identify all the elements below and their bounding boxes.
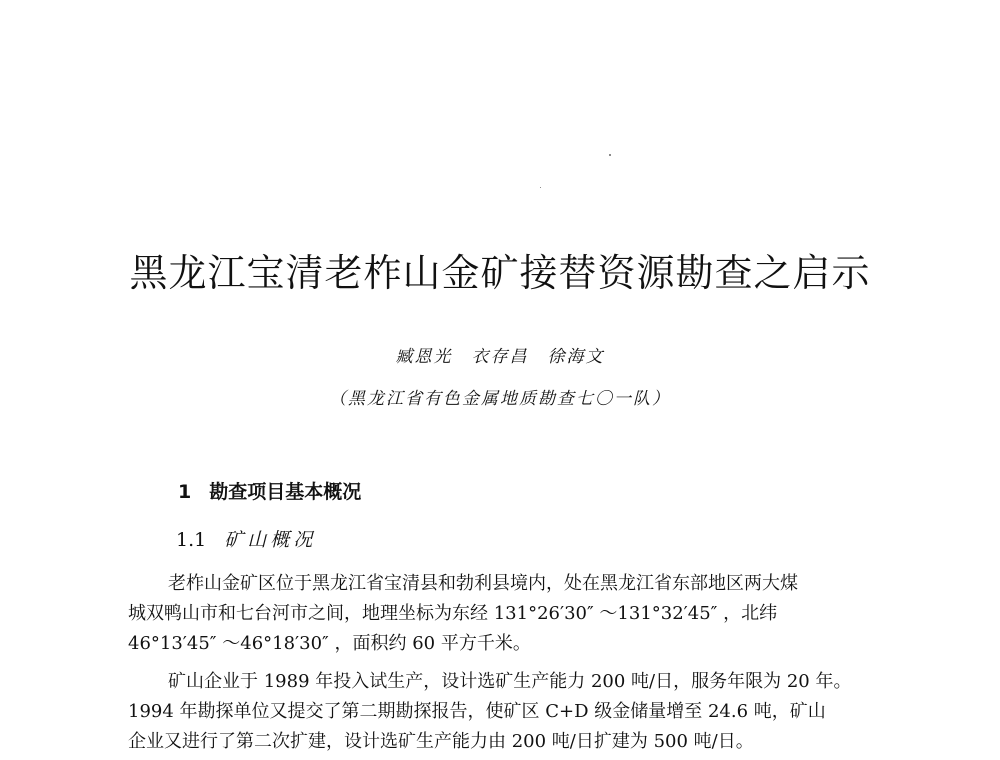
- subsection-title: 矿山概况: [224, 529, 317, 551]
- paragraph-1-line-3: 46°13′45″ ～46°18′30″ ，面积约 60 平方千米。: [128, 633, 531, 654]
- section-number: 1: [178, 481, 192, 503]
- subsection-number: 1.1: [176, 529, 207, 551]
- paper-title: 黑龙江宝清老柞山金矿接替资源勘查之启示: [129, 251, 871, 295]
- author-list: 臧恩光 衣存昌 徐海文: [395, 347, 605, 367]
- paragraph-1-line-1: 老柞山金矿区位于黑龙江省宝清县和勃利县境内，处在黑龙江省东部地区两大煤: [168, 573, 798, 594]
- section-title: 勘查项目基本概况: [209, 481, 362, 503]
- paragraph-2-line-3: 企业又进行了第二次扩建，设计选矿生产能力由 200 吨/日扩建为 500 吨/日。: [128, 731, 754, 752]
- scan-speck: [540, 187, 541, 188]
- subsection-heading: [176, 526, 316, 554]
- scan-speck: [609, 154, 611, 156]
- section-heading: [178, 478, 361, 506]
- paragraph-2-line-1: 矿山企业于 1989 年投入试生产，设计选矿生产能力 200 吨/日，服务年限为 20 年。: [168, 671, 852, 692]
- author-affiliation: （黑龙江省有色金属地质勘查七〇一队）: [329, 389, 671, 409]
- paragraph-2-line-2: 1994 年勘探单位又提交了第二期勘探报告，使矿区 C+D 级金储量增至 24.6 吨，矿山: [128, 701, 826, 722]
- paragraph-1-line-2: 城双鸭山市和七台河市之间，地理坐标为东经 131°26′30″ ～131°32′45″ ，北纬: [128, 603, 778, 624]
